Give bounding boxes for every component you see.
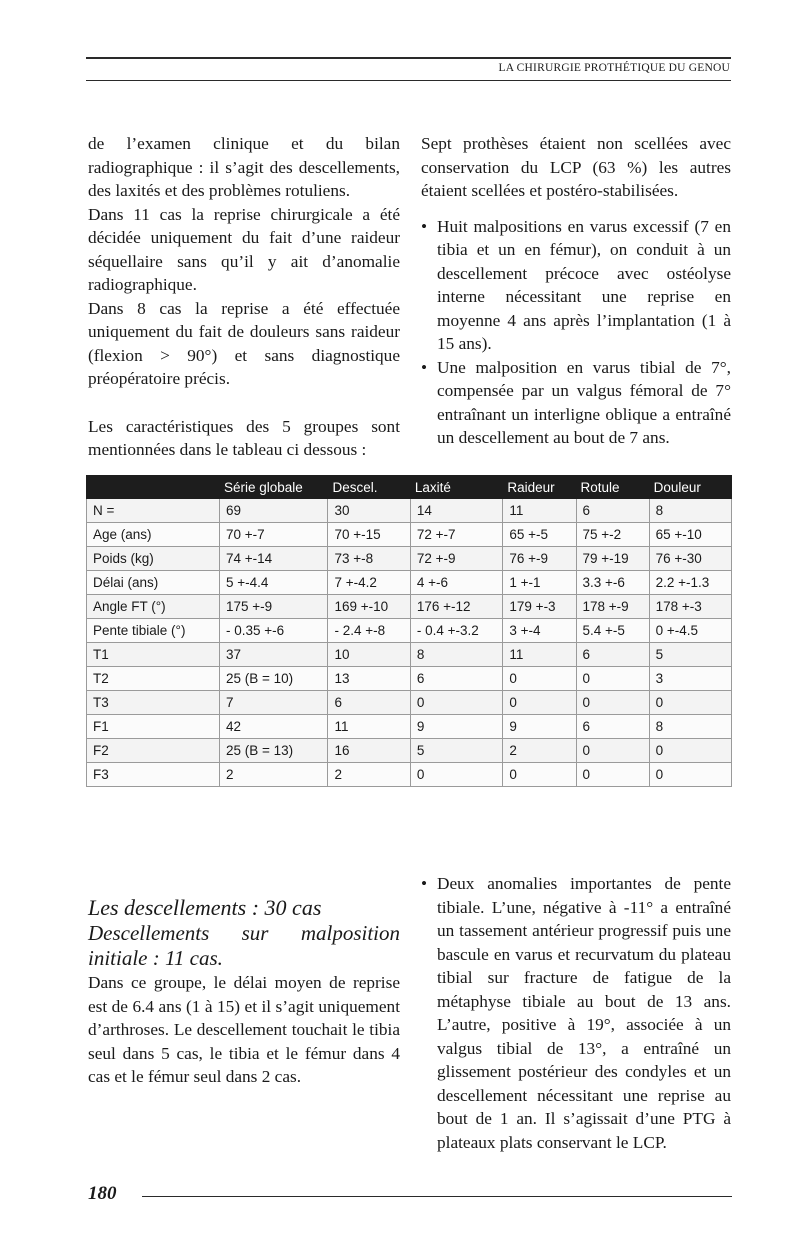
header-rule [86,57,731,59]
list-item: • Deux anomalies importantes de pente tibiale. L’une, négative à -11° a entraîné un tassement antérieur progressif puis une bascule en varus et recurvatum du plateau tibial sur fracture de fatigue de la métaphyse tibiale au bout de 13 ans. L’autre, positive à 19°, associée à un valgus tibial de 13°, a entraîné un glissement postérieur des condyles et un descellement nécessitant une reprise au bout de 1 an. Il s’agissait d’une PTG à plateaux plats conservant le LCP. [421,872,731,1154]
table-row [87,547,732,571]
page-number: 180 [88,1183,117,1204]
right-column-top [421,132,731,450]
table-cell: 11 [503,499,576,523]
table-cell: 169 +-10 [328,595,410,619]
table-row [87,595,732,619]
table-cell: 6 [576,499,649,523]
row-label: T1 [87,643,220,667]
row-label: F2 [87,739,220,763]
table-cell: 0 [410,691,503,715]
table-cell: 0 [503,667,576,691]
table-cell: 3 [649,667,731,691]
table-cell: 1 +-1 [503,571,576,595]
table-row [87,523,732,547]
table-cell: 42 [220,715,328,739]
table-cell: - 2.4 +-8 [328,619,410,643]
table-cell: 14 [410,499,503,523]
table-cell: 0 [503,691,576,715]
header-rule-thin [86,80,731,81]
table-cell: 179 +-3 [503,595,576,619]
table-cell: 3 +-4 [503,619,576,643]
paragraph: Dans 11 cas la reprise chirurgicale a été décidée uniquement du fait d’une raideur séquellaire sans qu’il y ait d’anomalie radiographique. [88,204,400,294]
table-cell: 7 [220,691,328,715]
table-cell: 6 [328,691,410,715]
list-item: • Une malposition en varus tibial de 7°, compensée par un valgus fémoral de 7° entraînant un interligne oblique a entraîné un descellement au bout de 7 ans. [421,356,731,450]
bullet-list [421,215,731,450]
left-column-top [88,132,400,462]
table-row [87,667,732,691]
table-cell: 73 +-8 [328,547,410,571]
table-cell: 8 [410,643,503,667]
table-row [87,715,732,739]
column-header: Laxité [410,476,503,499]
row-label: F3 [87,763,220,787]
table-cell: 74 +-14 [220,547,328,571]
row-label: Pente tibiale (°) [87,619,220,643]
column-header: Rotule [576,476,649,499]
table-cell: 30 [328,499,410,523]
table-cell: 6 [576,643,649,667]
table-cell: 11 [328,715,410,739]
table-cell: 5 [410,739,503,763]
table-cell: 8 [649,715,731,739]
table-cell: 11 [503,643,576,667]
column-header: Série globale [220,476,328,499]
right-column-bottom [421,872,731,1154]
row-label: Délai (ans) [87,571,220,595]
table-cell: 5.4 +-5 [576,619,649,643]
table-cell: 2 [220,763,328,787]
table-cell: 4 +-6 [410,571,503,595]
table-cell: 0 [649,763,731,787]
table-cell: 16 [328,739,410,763]
table-cell: 8 [649,499,731,523]
paragraph: Dans 8 cas la reprise a été effectuée uniquement du fait de douleurs sans raideur (flexion > 90°) et sans diagnostique préopératoire précis. [88,298,400,388]
table-cell: 65 +-10 [649,523,731,547]
table-cell: 70 +-7 [220,523,328,547]
table-cell: 65 +-5 [503,523,576,547]
table-cell: 2.2 +-1.3 [649,571,731,595]
table-row [87,571,732,595]
table-cell: 9 [503,715,576,739]
paragraph: de l’examen clinique et du bilan radiographique : il s’agit des descellements, des laxités et des problèmes rotuliens. [88,134,400,200]
left-column-bottom [88,895,400,1089]
row-label: T3 [87,691,220,715]
table-cell: 175 +-9 [220,595,328,619]
row-label: F1 [87,715,220,739]
footer-rule [142,1196,732,1197]
table-cell: 0 [649,691,731,715]
row-label: T2 [87,667,220,691]
table-cell: 6 [410,667,503,691]
table-cell: 76 +-9 [503,547,576,571]
table-cell: 0 [410,763,503,787]
paragraph: Les caractéristiques des 5 groupes sont mentionnées dans le tableau ci dessous : [88,416,400,459]
row-label: Poids (kg) [87,547,220,571]
table-row [87,643,732,667]
table-cell: 3.3 +-6 [576,571,649,595]
table-row [87,619,732,643]
table-cell: 0 [576,691,649,715]
column-header: Douleur [649,476,731,499]
column-header: Raideur [503,476,576,499]
bullet-list [421,872,731,1154]
table-cell: 6 [576,715,649,739]
table-cell: 79 +-19 [576,547,649,571]
table-cell: 70 +-15 [328,523,410,547]
table-cell: 0 +-4.5 [649,619,731,643]
table-cell: 176 +-12 [410,595,503,619]
table-cell: 0 [576,667,649,691]
table-cell: 2 [503,739,576,763]
table-cell: 7 +-4.2 [328,571,410,595]
row-label: Angle FT (°) [87,595,220,619]
results-table [86,475,732,787]
running-title: LA CHIRURGIE PROTHÉTIQUE DU GENOU [498,62,730,74]
table-cell: 72 +-7 [410,523,503,547]
table-cell: 0 [649,739,731,763]
table-row [87,499,732,523]
column-header [87,476,220,499]
table-cell: 13 [328,667,410,691]
table-cell: 2 [328,763,410,787]
table-cell: 0 [576,739,649,763]
row-label: Age (ans) [87,523,220,547]
table-cell: 0 [503,763,576,787]
table-cell: 178 +-3 [649,595,731,619]
section-heading: Les descellements : 30 cas [88,895,322,920]
paragraph: Sept prothèses étaient non scellées avec conservation du LCP (63 %) les autres étaient scellées et postéro-stabilisées. [421,134,731,200]
table-cell: 37 [220,643,328,667]
table-cell: 0 [576,763,649,787]
table-cell: 10 [328,643,410,667]
subsection-heading: Descellements sur malposition initiale : 11 cas. [88,921,400,970]
table-cell: 76 +-30 [649,547,731,571]
list-item: • Huit malpositions en varus excessif (7 en tibia et un en fémur), on conduit à un descellement précoce avec ostéolyse interne nécessitant une reprise en moyenne 4 ans après l’implantation (1 à 15 ans). [421,215,731,356]
table-cell: 9 [410,715,503,739]
table-row [87,739,732,763]
table-cell: 25 (B = 13) [220,739,328,763]
column-header: Descel. [328,476,410,499]
table-cell: 69 [220,499,328,523]
table-row [87,691,732,715]
table-cell: 72 +-9 [410,547,503,571]
table-cell: 5 [649,643,731,667]
table-cell: 5 +-4.4 [220,571,328,595]
results-table-container [86,475,732,787]
table-header-row [87,476,732,499]
table-cell: 178 +-9 [576,595,649,619]
table-cell: 25 (B = 10) [220,667,328,691]
table-cell: - 0.35 +-6 [220,619,328,643]
paragraph: Dans ce groupe, le délai moyen de reprise est de 6.4 ans (1 à 15) et il s’agit uniquement d’arthroses. Le descellement touchait le tibia seul dans 5 cas, le tibia et le fémur dans 4 cas et le fémur seul dans 2 cas. [88,973,400,1086]
table-cell: 75 +-2 [576,523,649,547]
row-label: N = [87,499,220,523]
table-cell: - 0.4 +-3.2 [410,619,503,643]
table-row [87,763,732,787]
